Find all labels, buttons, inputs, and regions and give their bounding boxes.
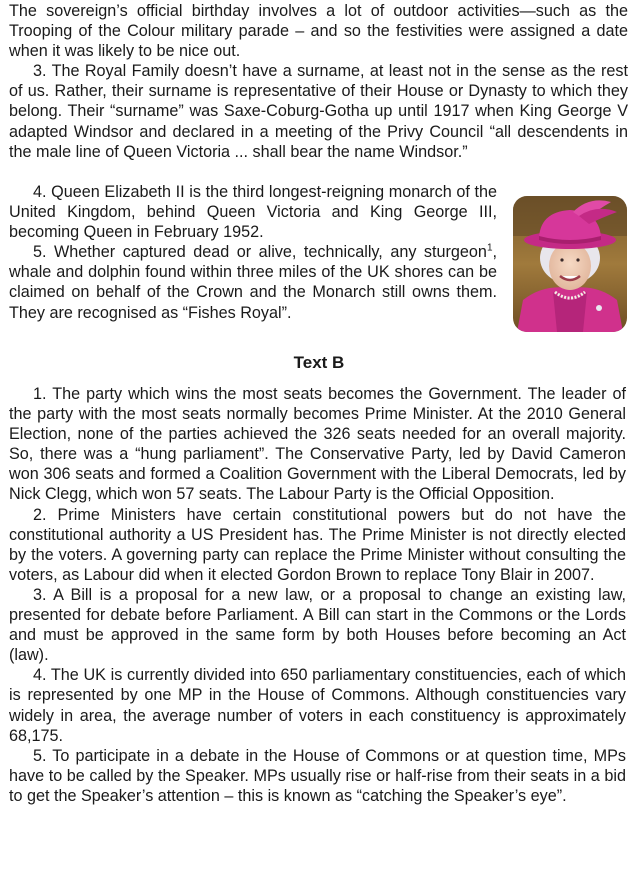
text-b-paragraph-1: 1. The party which wins the most seats becomes the Government. The leader of the party with the most seats normally becomes Prime Minister. At the 2010 General Election, none of the parties achieved the 326 seats needed for an overall majority. So, there was a “hung parliament”. The Conservative Party, led by David Cameron won 306 seats and formed a Coalition Government with the Liberal Democrats, led by Nick Clegg, which won 57 seats. The Labour Party is the Official Opposition. [9,385,626,504]
text-b-paragraph-5: 5. To participate in a debate in the House of Commons or at question time, MPs have to be called by the Speaker. MPs usually rise or half-rise from their seats in a bid to get the Speaker’s attention – this is known as “catching the Speaker’s eye”. [9,746,626,805]
text-a-paragraph-4: 4. Queen Elizabeth II is the third longest-reigning monarch of the United Kingdom, behind Queen Victoria and King George III, becoming Queen in February 1952. [9,183,497,242]
text-a-upper [9,1,628,162]
p5-text-after: , whale and dolphin found within three miles of the UK shores can be claimed on behalf of the Crown and the Monarch still owns them. They are recognised as “Fishes Royal”. [9,243,497,322]
footnote-marker: 1 [486,242,493,254]
p5-text-before: 5. Whether captured dead or alive, technically, any sturgeon [33,243,487,262]
text-b-body [9,384,626,806]
queen-portrait-icon [513,196,627,332]
text-a-lower [9,182,497,323]
text-b-paragraph-3: 3. A Bill is a proposal for a new law, or a proposal to change an existing law, presented for debate before Parliament. A Bill can start in the Commons or the Lords and must be approved in the same form by both Houses before becoming an Act (law). [9,585,626,665]
text-b-heading: Text B [293,353,345,372]
text-a-paragraph-2-continued: The sovereign’s official birthday involves a lot of outdoor activities—such as the Trooping of the Colour military parade – and so the festivities were assigned a date when it was likely to be nice out. [9,2,628,61]
text-b-paragraph-4: 4. The UK is currently divided into 650 parliamentary constituencies, each of which is represented by one MP in the House of Commons. Although constituencies vary widely in area, the average number of voters in each constituency is approximately 68,175. [9,666,626,745]
text-a-paragraph-5 [9,242,497,322]
text-a-paragraph-3: 3. The Royal Family doesn’t have a surname, at least not in the sense as the rest of us. Rather, their surname is representative of their House or Dynasty to which they belong. Their “surname” was Saxe-Coburg-Gotha up until 1917 when King George V adapted Windsor and declared in a meeting of the Privy Council “all descendents in the male line of Queen Victoria ... shall bear the name Windsor.” [9,62,628,161]
text-b-paragraph-2: 2. Prime Ministers have certain constitutional powers but do not have the constitutional authority a US President has. The Prime Minister is not directly elected by the voters. A governing party can replace the Prime Minister without consulting the voters, as Labour did when it elected Gordon Brown to replace Tony Blair in 2007. [9,505,626,584]
